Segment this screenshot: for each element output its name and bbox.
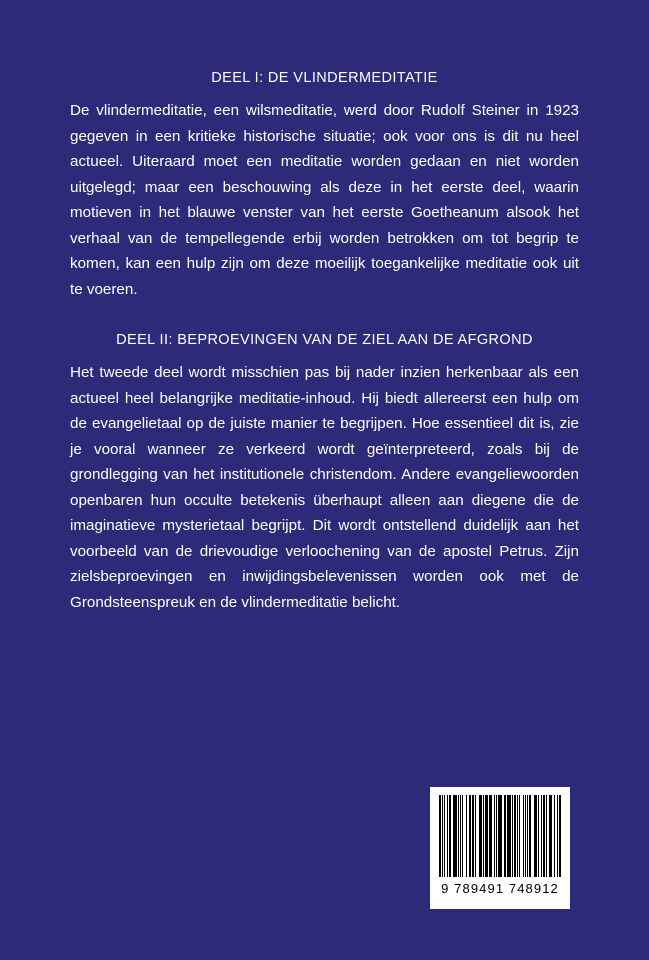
section-heading-part-one: DEEL I: DE VLINDERMEDITATIE bbox=[211, 70, 438, 86]
cover-text-block bbox=[70, 70, 579, 615]
section-heading-part-two: DEEL II: BEPROEVINGEN VAN DE ZIEL AAN DE AFGROND bbox=[116, 332, 533, 348]
barcode bbox=[430, 787, 570, 909]
barcode-number: 9 789491 748912 bbox=[441, 881, 559, 896]
section-paragraph-part-two: Het tweede deel wordt misschien pas bij nader inzien herkenbaar als een actueel heel belangrijke meditatie-inhoud. Hij biedt allereerst een hulp om de evangelietaal op de juiste manier te begrijpen. Hoe essentieel dit is, zie je vooral wanneer ze verkeerd wordt geïnterpreteerd, zoals bij de grondlegging van het institutionele christendom. Andere evangeliewoorden openbaren hun occulte betekenis überhaupt alleen aan diegene die de imaginatieve mysterietaal begrijpt. Dit wordt ontstellend duidelijk aan het voorbeeld van de drievoudige verloochening van de apostel Petrus. Zijn zielsbeproevingen en inwijdingsbelevenissen worden ook met de Grondsteenspreuk en de vlindermeditatie belicht. bbox=[70, 364, 579, 611]
barcode-bars bbox=[439, 795, 561, 877]
section-paragraph-part-one: De vlindermeditatie, een wilsmeditatie, werd door Rudolf Steiner in 1923 gegeven in een kritieke historische situatie; ook voor ons is dit nu heel actueel. Uiteraard moet een meditatie worden gedaan en niet worden uitgelegd; maar een beschouwing als deze in het eerste deel, waarin motieven in het blauwe venster van het eerste Goetheanum alsook het verhaal van de tempellegende erbij worden betrokken om tot begrip te komen, kan een hulp zijn om deze moeilijk toegankelijke meditatie ook uit te voeren. bbox=[70, 102, 579, 298]
